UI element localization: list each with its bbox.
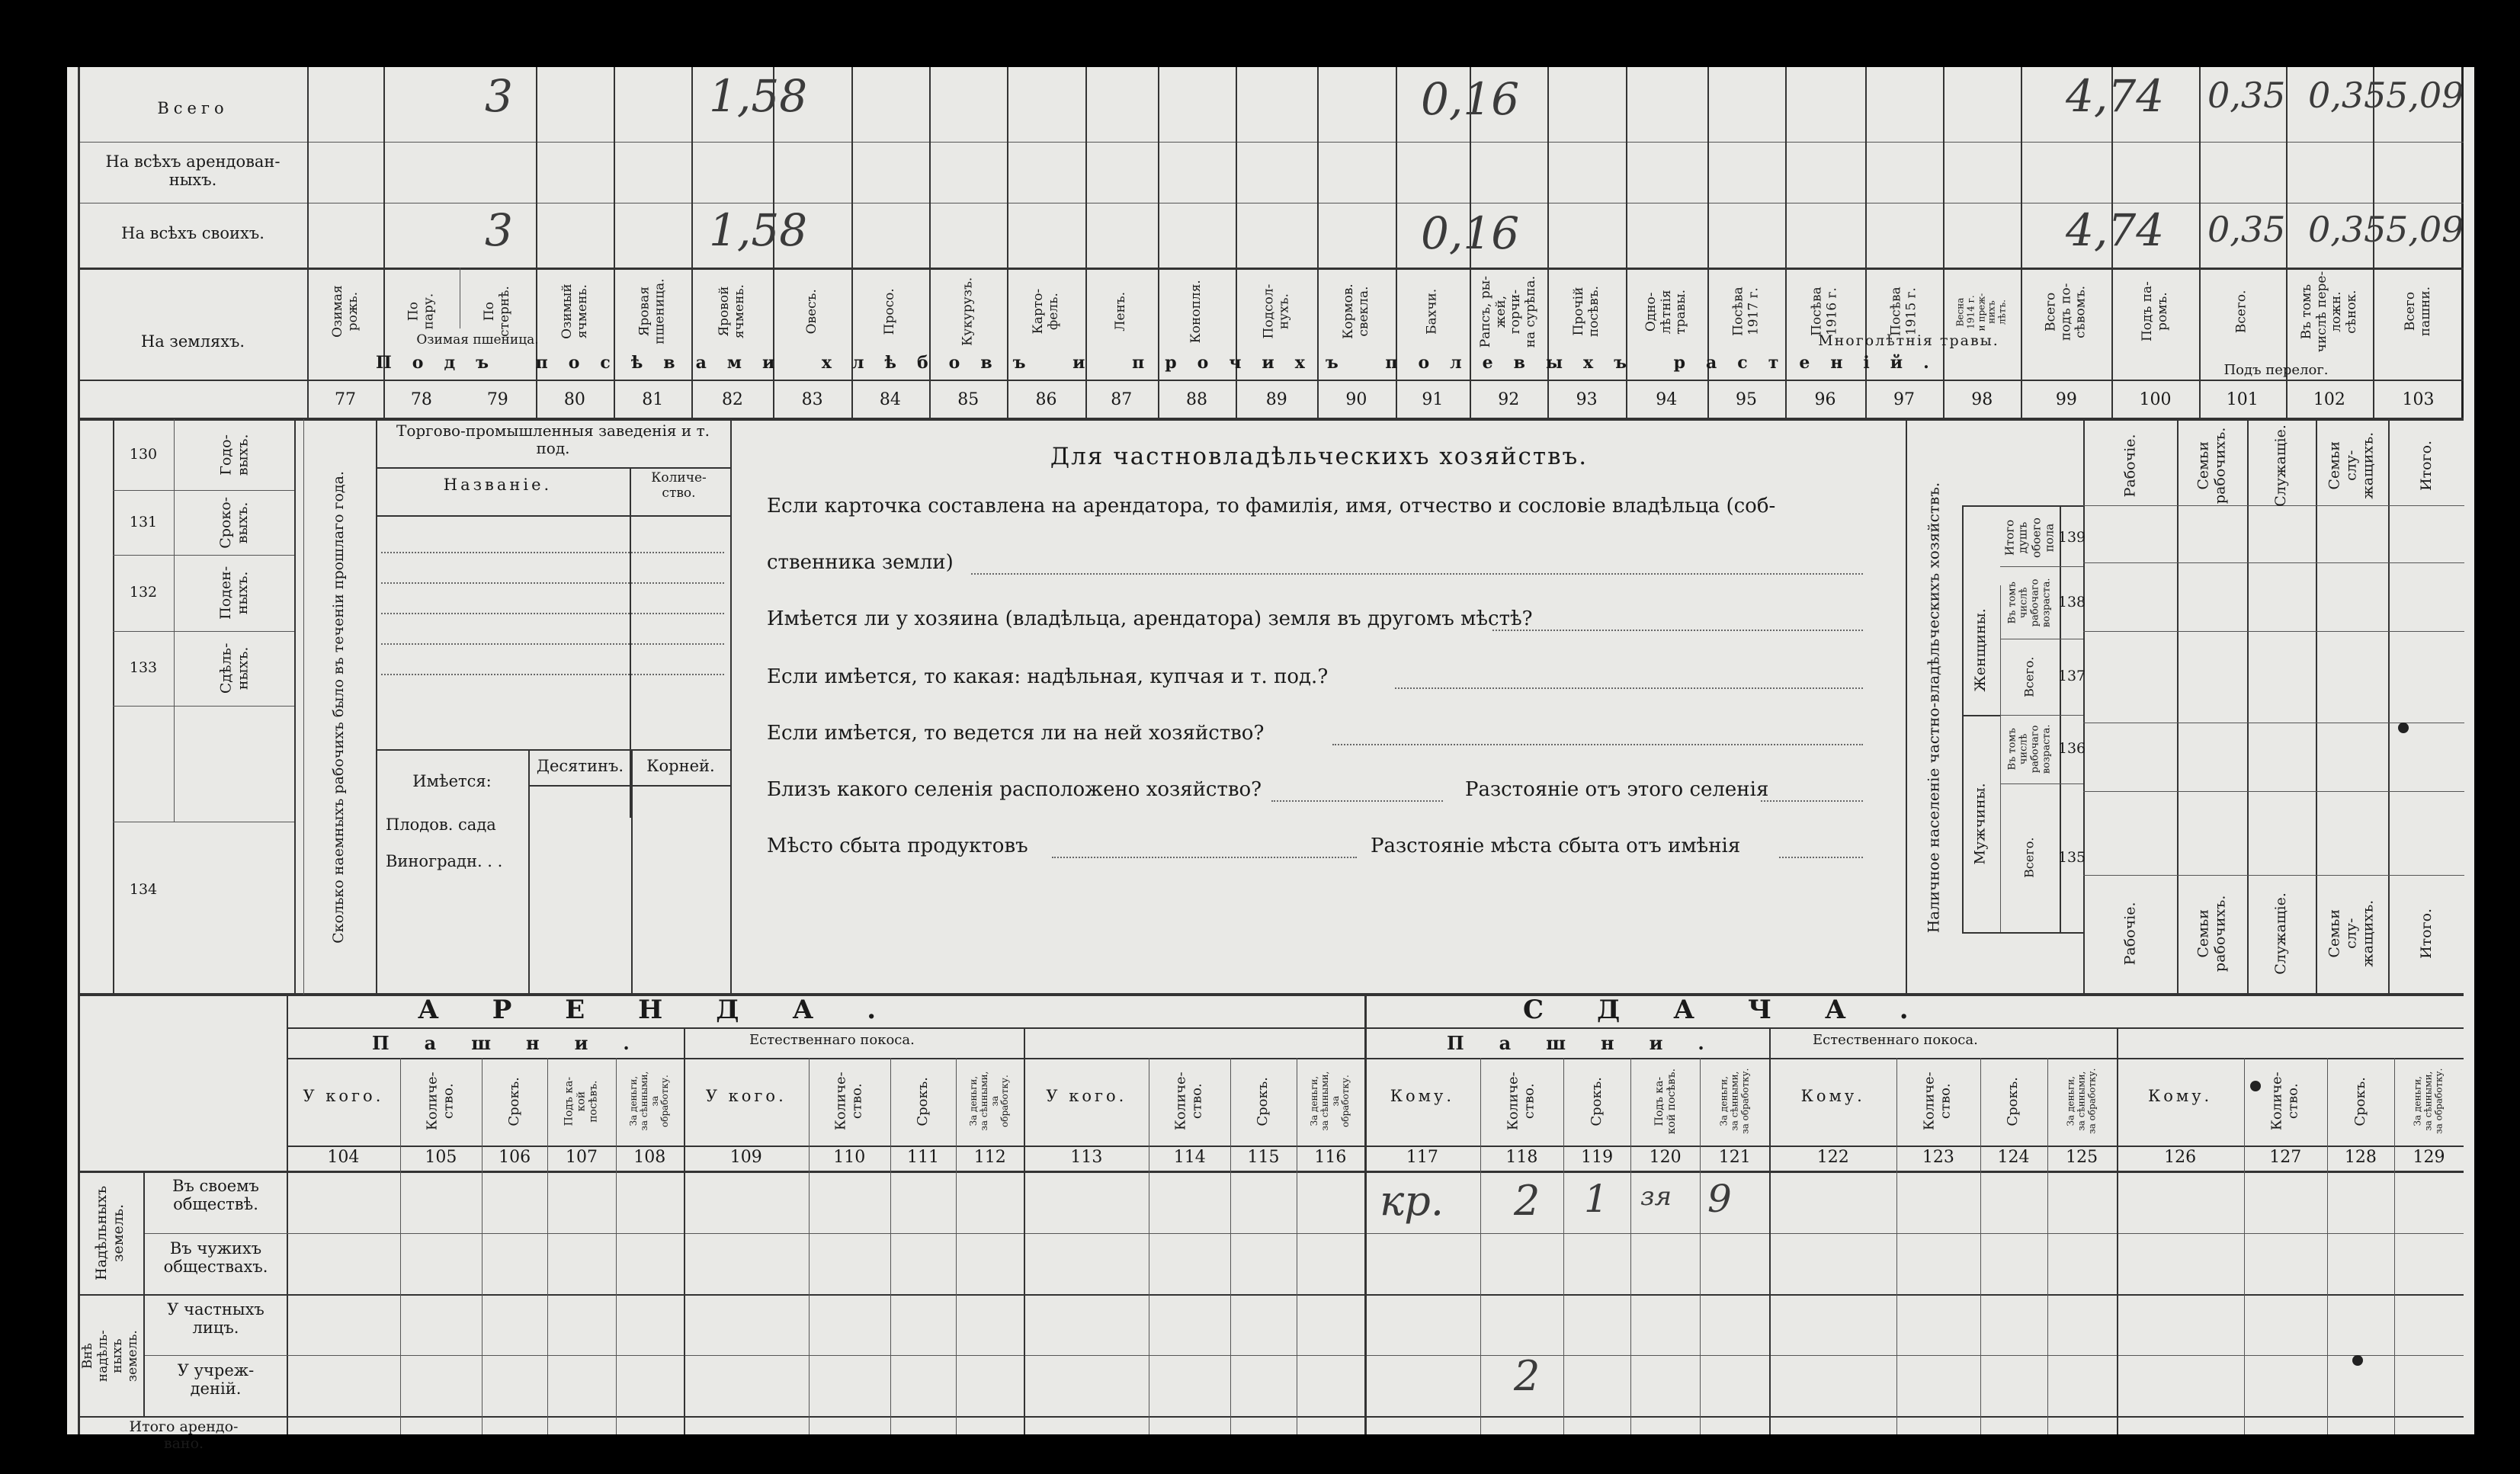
group-perelog: Подъ перелог. bbox=[2223, 362, 2329, 378]
trade-desyatin: Десятинъ. bbox=[536, 757, 624, 775]
trade-imeetsya: Имѣется: bbox=[412, 772, 492, 790]
pop-sluzhashchie-bottom: Служащіе. bbox=[2272, 892, 2290, 975]
bottom-header-110: Количе- ство. bbox=[832, 1072, 865, 1131]
trade-korney: Корней. bbox=[646, 757, 715, 775]
hw-svoi-79: 3 bbox=[485, 204, 513, 256]
hw-svoi-91: 0,16 bbox=[1421, 207, 1520, 259]
crop-num-86: 86 bbox=[1035, 390, 1057, 409]
sdacha-pashni: Пашни. bbox=[1447, 1032, 1739, 1054]
group-mnogolet-travy: Многолѣтнія травы. bbox=[1818, 332, 1999, 349]
arenda-pokos: Естественнаго покоса. bbox=[749, 1032, 915, 1048]
bottom-header-109: У кого. bbox=[705, 1087, 787, 1105]
hw-vsego-102: 0,35 bbox=[2308, 75, 2387, 116]
census-card bbox=[67, 67, 2474, 1452]
bottom-header-111: Срокъ. bbox=[914, 1076, 931, 1126]
pop-zhen-vtom: Въ томъ числѣ рабочаго возраста. bbox=[2006, 578, 2052, 627]
crop-header-78: По пару. bbox=[406, 293, 436, 330]
bottom-num-122: 122 bbox=[1816, 1148, 1849, 1167]
hw-svoi-102: 0,35 bbox=[2308, 209, 2387, 250]
pop-semi-sluzh-bottom: Семьи слу- жащихъ. bbox=[2326, 900, 2377, 967]
bottom-header-121: За деньги, за сѣнными, за обработку. bbox=[1718, 1068, 1750, 1135]
crop-header-91: Бахчи. bbox=[1424, 288, 1440, 335]
bottom-header-114: Количе- ство. bbox=[1173, 1072, 1205, 1131]
bottom-header-112: За деньги, за сѣнными, за обработку. bbox=[968, 1071, 1011, 1132]
bottom-num-119: 119 bbox=[1581, 1148, 1614, 1167]
crop-header-97: Посѣва 1915 г. bbox=[1888, 287, 1919, 337]
ink-dot-2 bbox=[2352, 1355, 2363, 1366]
hw-vsego-91: 0,16 bbox=[1421, 73, 1520, 125]
pop-itogo-bottom: Итого. bbox=[2417, 908, 2435, 959]
labor-srokovykh: Сроко- выхъ. bbox=[217, 496, 251, 549]
trade-plod-sada: Плодов. сада bbox=[386, 816, 496, 834]
arenda-pashni: Пашни. bbox=[372, 1032, 665, 1054]
private-q1b: ственника земли) bbox=[767, 551, 954, 574]
crop-num-99: 99 bbox=[2055, 390, 2077, 409]
crop-num-78: 78 bbox=[410, 390, 432, 409]
bottom-num-104: 104 bbox=[327, 1148, 360, 1167]
pop-muzhchiny: Мужчины. bbox=[1972, 782, 1989, 865]
bottom-num-111: 111 bbox=[906, 1148, 939, 1167]
private-q6b: Разстояніе мѣста сбыта отъ имѣнія bbox=[1371, 835, 1741, 857]
bottom-num-129: 129 bbox=[2413, 1148, 2445, 1167]
crop-header-82: Яровой ячмень. bbox=[717, 284, 747, 339]
bottom-header-125: За деньги, за сѣнными, за обработку. bbox=[2065, 1068, 2097, 1135]
bottom-header-119: Срокъ. bbox=[1588, 1076, 1605, 1126]
bottom-num-105: 105 bbox=[425, 1148, 457, 1167]
crop-header-89: Подсол- нухъ. bbox=[1261, 284, 1291, 339]
hw-svoi-101: 0,35 bbox=[2207, 209, 2286, 250]
bottom-header-105: Количе- ство. bbox=[424, 1072, 457, 1131]
ink-dot-3 bbox=[2250, 1081, 2261, 1091]
row-itogo-arendovano: Итого арендо- вано. bbox=[129, 1418, 239, 1452]
crop-num-81: 81 bbox=[642, 390, 664, 409]
private-q1a: Если карточка составлена на арендатора, то фамилія, имя, отчество и сословіе владѣльца (соб- bbox=[767, 495, 1776, 518]
bottom-num-108: 108 bbox=[633, 1148, 666, 1167]
crop-num-103: 103 bbox=[2402, 390, 2435, 409]
bottom-num-120: 120 bbox=[1649, 1148, 1682, 1167]
pop-num-139: 139 bbox=[2057, 528, 2086, 546]
hw-vsego-103: 5,09 bbox=[2386, 75, 2464, 116]
crop-header-96: Посѣва 1916 г. bbox=[1809, 287, 1840, 337]
row-svoem-obshchestve: Въ своемъ обществѣ. bbox=[172, 1177, 259, 1214]
pop-itogo-dush: Итого душъ обоего пола bbox=[2002, 518, 2057, 558]
crop-num-100: 100 bbox=[2139, 390, 2172, 409]
bottom-num-109: 109 bbox=[729, 1148, 762, 1167]
crop-header-94: Одно- лѣтнія травы. bbox=[1643, 289, 1689, 335]
crop-header-101: Всего. bbox=[2233, 290, 2249, 334]
labor-sdelnykh: Сдѣль- ныхъ. bbox=[217, 642, 251, 694]
bottom-num-110: 110 bbox=[833, 1148, 866, 1167]
hw-vsego-99: 4,74 bbox=[2066, 70, 2165, 122]
bottom-num-113: 113 bbox=[1070, 1148, 1103, 1167]
row-chastnykh-lits: У частныхъ лицъ. bbox=[167, 1300, 265, 1338]
hw-dengi-121: 9 bbox=[1707, 1177, 1732, 1221]
row-label-na-zemlyakh: На земляхъ. bbox=[140, 332, 245, 351]
crop-num-96: 96 bbox=[1814, 390, 1836, 409]
hw-svoi-82: 1,58 bbox=[709, 204, 808, 256]
population-vertical-title: Наличное населеніе частно-владѣльческихъ хозяйствъ. bbox=[1924, 482, 1943, 933]
hw-vsego-82: 1,58 bbox=[709, 70, 808, 122]
bottom-num-117: 117 bbox=[1406, 1148, 1438, 1167]
pop-num-137: 137 bbox=[2057, 668, 2086, 685]
private-q3: Если имѣется, то какая: надѣльная, купчая и т. под.? bbox=[767, 665, 1329, 688]
row-chuzhikh-obshchestvakh: Въ чужихъ обществахъ. bbox=[163, 1239, 268, 1277]
crop-header-83: Овесъ. bbox=[803, 289, 819, 335]
crop-num-97: 97 bbox=[1893, 390, 1915, 409]
pop-num-138: 138 bbox=[2057, 593, 2086, 610]
pop-semi-rabochikh: Семьи рабочихъ. bbox=[2195, 427, 2228, 504]
crop-num-85: 85 bbox=[957, 390, 979, 409]
crop-num-98: 98 bbox=[1971, 390, 1993, 409]
crop-header-103: Всего пашни. bbox=[2402, 287, 2433, 337]
bottom-header-126: Кому. bbox=[2147, 1087, 2213, 1105]
pop-rabochie: Рабочіе. bbox=[2121, 434, 2139, 497]
labor-num-134: 134 bbox=[129, 881, 158, 899]
crop-num-89: 89 bbox=[1265, 390, 1287, 409]
crop-header-102: Въ томъ числѣ пере- ложн. сѣнок. bbox=[2298, 271, 2359, 353]
pop-semi-rabochikh-bottom: Семьи рабочихъ. bbox=[2195, 895, 2228, 973]
crop-num-95: 95 bbox=[1735, 390, 1757, 409]
crop-header-93: Прочій посѣвъ. bbox=[1571, 286, 1601, 338]
bottom-header-122: Кому. bbox=[1800, 1087, 1865, 1105]
group-nadel: Надѣльныхъ земель. bbox=[93, 1185, 127, 1281]
bottom-header-117: Кому. bbox=[1390, 1087, 1455, 1105]
pop-zhen-vsego: Всего. bbox=[2021, 656, 2037, 697]
crop-num-84: 84 bbox=[879, 390, 901, 409]
bottom-header-113: У кого. bbox=[1046, 1087, 1127, 1105]
crop-num-87: 87 bbox=[1111, 390, 1133, 409]
crop-header-79: По стернѣ. bbox=[482, 286, 512, 338]
row-label-svoi: На всѣхъ своихъ. bbox=[121, 224, 265, 242]
crop-header-88: Конопля. bbox=[1188, 280, 1204, 344]
bottom-header-107: Подъ ка- кой посѣвъ. bbox=[563, 1076, 601, 1126]
crop-header-84: Просо. bbox=[882, 288, 898, 335]
bottom-header-127: Количе- ство. bbox=[2268, 1072, 2301, 1131]
pop-rabochie-bottom: Рабочіе. bbox=[2121, 902, 2139, 966]
pop-zhenshchiny: Женщины. bbox=[1972, 608, 1989, 692]
trade-vinograd: Виноградн. . . bbox=[386, 852, 503, 870]
labor-podennykh: Поден- ныхъ. bbox=[217, 566, 251, 620]
bottom-header-128: Срокъ. bbox=[2352, 1076, 2368, 1126]
pop-muzh-vsego: Всего. bbox=[2021, 837, 2037, 879]
crop-header-86: Карто- фель. bbox=[1031, 289, 1061, 335]
hw-vsego-101: 0,35 bbox=[2207, 75, 2286, 116]
crop-header-99: Всего подъ по- сѣвомъ. bbox=[2043, 283, 2089, 341]
bottom-header-116: За деньги, за сѣнными, за обработку. bbox=[1308, 1071, 1351, 1132]
crop-num-77: 77 bbox=[334, 390, 356, 409]
bottom-num-106: 106 bbox=[499, 1148, 531, 1167]
hw-svoi-103: 5,09 bbox=[2386, 209, 2464, 250]
row-label-vsego: Всего bbox=[157, 99, 229, 117]
hw-srok-119: 1 bbox=[1584, 1177, 1608, 1221]
bottom-num-128: 128 bbox=[2344, 1148, 2377, 1167]
bottom-header-120: Подъ ка- кой посѣвъ. bbox=[1653, 1068, 1678, 1135]
crop-num-90: 90 bbox=[1345, 390, 1367, 409]
crop-header-90: Кормов. свекла. bbox=[1340, 284, 1371, 340]
sdacha-title: СДАЧА. bbox=[1523, 995, 1962, 1025]
trade-col-name: Названіе. bbox=[443, 476, 553, 494]
crop-num-91: 91 bbox=[1422, 390, 1444, 409]
crop-header-87: Ленъ. bbox=[1113, 292, 1129, 332]
crop-num-82: 82 bbox=[721, 390, 743, 409]
crop-num-88: 88 bbox=[1186, 390, 1208, 409]
bottom-num-107: 107 bbox=[565, 1148, 598, 1167]
private-q4: Если имѣется, то ведется ли на ней хозяйство? bbox=[767, 722, 1265, 745]
crop-num-102: 102 bbox=[2313, 390, 2345, 409]
bottom-num-121: 121 bbox=[1718, 1148, 1751, 1167]
crop-header-85: Кукурузъ. bbox=[960, 277, 976, 347]
pop-itogo: Итого. bbox=[2417, 440, 2435, 491]
bottom-header-123: Количе- ство. bbox=[1922, 1072, 1954, 1131]
trade-col-qty: Количе- ство. bbox=[651, 470, 707, 501]
labor-godovykh: Годо- выхъ. bbox=[217, 434, 251, 476]
pop-num-136: 136 bbox=[2057, 740, 2086, 758]
bottom-num-124: 124 bbox=[1997, 1148, 2030, 1167]
bottom-num-116: 116 bbox=[1314, 1148, 1347, 1167]
pop-semi-sluzh: Семьи слу- жащихъ. bbox=[2326, 431, 2377, 499]
crop-header-100: Подъ па- ромъ. bbox=[2139, 281, 2170, 342]
group-ozimaya-pshenica: Озимая пшеница. bbox=[416, 332, 539, 348]
labor-num-131: 131 bbox=[129, 513, 158, 530]
trade-title: Торгово-промышленныя заведенія и т. под. bbox=[396, 421, 710, 457]
crop-num-92: 92 bbox=[1498, 390, 1520, 409]
bottom-header-108: За деньги, за сѣнными, за обработку. bbox=[627, 1071, 671, 1132]
group-vne-nadel: Внѣ надѣль- ныхъ земель. bbox=[79, 1329, 140, 1383]
hw-kolich-118: 2 bbox=[1514, 1177, 1541, 1225]
crop-header-77: Озимая рожь. bbox=[329, 285, 360, 338]
crop-num-101: 101 bbox=[2226, 390, 2259, 409]
bottom-num-112: 112 bbox=[973, 1148, 1006, 1167]
hw-vsego-79: 3 bbox=[485, 70, 513, 122]
crop-num-94: 94 bbox=[1656, 390, 1678, 409]
crop-header-80: Озимый ячмень. bbox=[559, 284, 589, 340]
row-label-arend: На всѣхъ арендован- ныхъ. bbox=[105, 152, 281, 190]
labor-num-132: 132 bbox=[129, 584, 158, 601]
private-title: Для частновладѣльческихъ хозяйствъ. bbox=[1050, 443, 1589, 470]
private-q2: Имѣется ли у хозяина (владѣльца, арендатора) земля въ другомъ мѣстѣ? bbox=[767, 607, 1533, 630]
crop-num-79: 79 bbox=[486, 390, 508, 409]
bottom-header-106: Срокъ. bbox=[505, 1076, 522, 1126]
hw-itogo-118: 2 bbox=[1514, 1352, 1541, 1400]
private-q5b: Разстояніе отъ этого селенія bbox=[1465, 778, 1769, 801]
pop-sluzhashchie: Служащіе. bbox=[2272, 424, 2290, 507]
hw-svoi-99: 4,74 bbox=[2066, 204, 2165, 256]
bottom-header-115: Срокъ. bbox=[1255, 1076, 1271, 1126]
arenda-title: АРЕНДА. bbox=[418, 995, 930, 1025]
bottom-num-114: 114 bbox=[1173, 1148, 1206, 1167]
ink-dot bbox=[2398, 723, 2409, 733]
bottom-num-125: 125 bbox=[2066, 1148, 2098, 1167]
hw-posev-120: зя bbox=[1640, 1181, 1672, 1212]
bottom-num-123: 123 bbox=[1922, 1148, 1954, 1167]
labor-vertical-title: Сколько наемныхъ рабочихъ было въ теченіи прошлаго года. bbox=[330, 471, 348, 944]
bottom-num-126: 126 bbox=[2164, 1148, 2197, 1167]
pop-num-135: 135 bbox=[2057, 848, 2086, 866]
bottom-header-118: Количе- ство. bbox=[1505, 1072, 1537, 1131]
crop-header-81: Яровая пшеница. bbox=[636, 278, 668, 345]
bottom-header-124: Срокъ. bbox=[2005, 1076, 2021, 1126]
crop-num-83: 83 bbox=[801, 390, 823, 409]
bottom-num-115: 115 bbox=[1247, 1148, 1280, 1167]
crop-num-93: 93 bbox=[1576, 390, 1598, 409]
hw-komu-117: кр. bbox=[1380, 1177, 1444, 1225]
bottom-header-104: У кого. bbox=[303, 1087, 384, 1105]
crop-header-92: Рапсъ, ры- жей, горчи- на сурѣпа. bbox=[1478, 275, 1538, 348]
labor-num-133: 133 bbox=[129, 659, 158, 677]
crop-header-98: Весна 1914 г. и преж- нихъ лѣтъ. bbox=[1954, 293, 2008, 331]
crop-banner: Подъ посѣвами хлѣбовъ и прочихъ полевыхъ растеній. bbox=[376, 353, 1950, 373]
labor-num-130: 130 bbox=[129, 445, 158, 463]
private-q6a: Мѣсто сбыта продуктовъ bbox=[767, 835, 1028, 857]
crop-header-95: Посѣва 1917 г. bbox=[1730, 287, 1761, 337]
bottom-num-118: 118 bbox=[1505, 1148, 1538, 1167]
crop-num-80: 80 bbox=[563, 390, 585, 409]
sdacha-pokos: Естественнаго покоса. bbox=[1813, 1032, 1978, 1048]
private-q5a: Близъ какого селенія расположено хозяйство? bbox=[767, 778, 1262, 801]
row-uchrezhdeniy: У учреж- деній. bbox=[177, 1361, 255, 1399]
bottom-num-127: 127 bbox=[2269, 1148, 2302, 1167]
bottom-header-129: За деньги, за сѣнными, за обработку. bbox=[2412, 1068, 2445, 1135]
pop-muzh-vtom: Въ томъ числѣ рабочаго возраста. bbox=[2006, 724, 2052, 774]
